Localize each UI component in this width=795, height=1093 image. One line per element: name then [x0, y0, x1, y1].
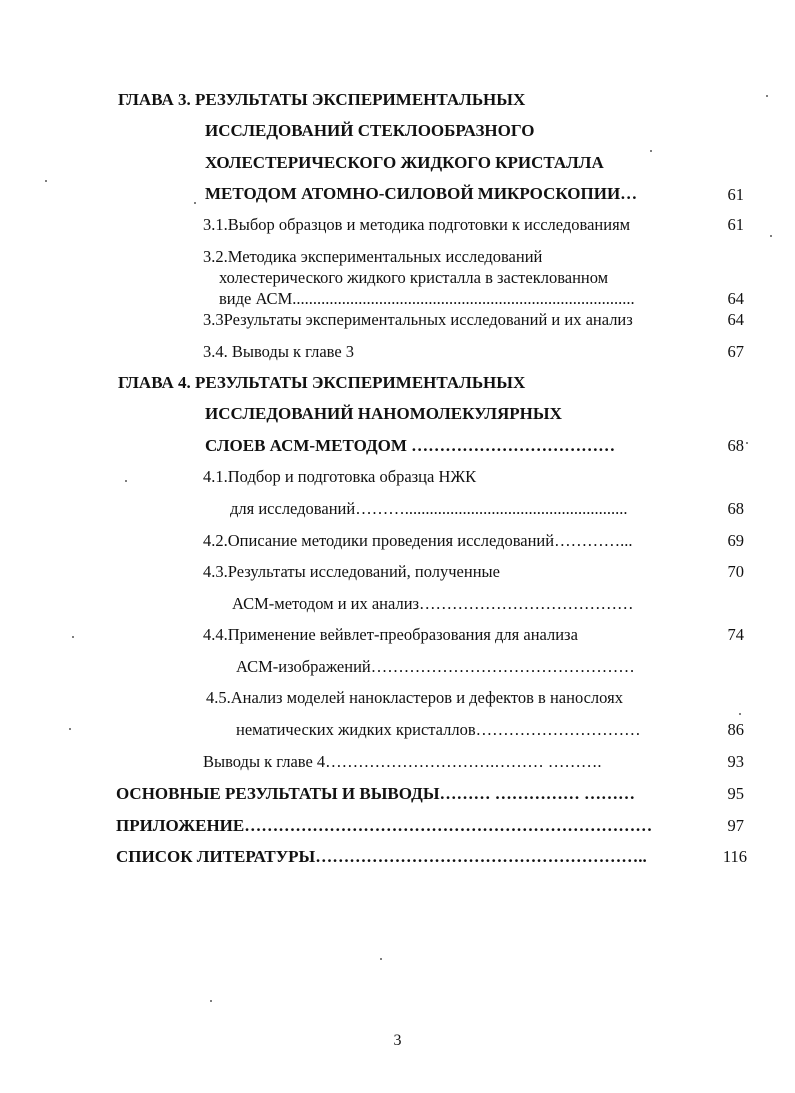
scan-speck — [210, 1000, 212, 1002]
section-3-2-line-3: виде АСМ................................................................................... — [219, 289, 635, 308]
results-page: 95 — [727, 784, 744, 803]
section-4-5-line-1: 4.5.Анализ моделей нанокластеров и дефектов в нанослоях — [206, 688, 623, 707]
results-heading: ОСНОВНЫЕ РЕЗУЛЬТАТЫ И ВЫВОДЫ……… …………… ……… — [116, 784, 636, 803]
scan-speck — [770, 235, 772, 237]
section-4-4-line-2: АСМ-изображений………………………………………… — [236, 657, 635, 676]
chapter-4-title-line-3: СЛОЕВ АСМ-МЕТОДОМ ……………………………… — [205, 436, 616, 455]
section-3-2-line-2: холестерического жидкого кристалла в застеклованном — [219, 268, 609, 287]
section-4-2-page: 69 — [727, 531, 744, 550]
section-4-3-line-2: АСМ-методом и их анализ………………………………… — [232, 594, 634, 613]
section-4-5-line-2: нематических жидких кристаллов………………………… — [236, 720, 641, 739]
section-3-1-page: 61 — [727, 215, 744, 234]
scan-speck — [69, 728, 71, 730]
references-page: 116 — [722, 847, 747, 866]
section-4-conclusions: Выводы к главе 4………………………….……… ………. — [203, 752, 602, 771]
scan-speck — [746, 442, 748, 444]
section-3-2-line-1: 3.2.Методика экспериментальных исследований — [203, 247, 543, 266]
section-3-2-page: 64 — [727, 289, 744, 308]
section-3-3: 3.3Результаты экспериментальных исследований и их анализ — [203, 310, 633, 329]
chapter-3-title-line-3: ХОЛЕСТЕРИЧЕСКОГО ЖИДКОГО КРИСТАЛЛА — [205, 153, 604, 172]
chapter-4-title-line-1: ГЛАВА 4. РЕЗУЛЬТАТЫ ЭКСПЕРИМЕНТАЛЬНЫХ — [118, 373, 526, 392]
section-3-1: 3.1.Выбор образцов и методика подготовки к исследованиям — [203, 215, 631, 234]
appendix-page: 97 — [727, 816, 744, 835]
scan-speck — [650, 150, 652, 152]
scan-speck — [194, 202, 196, 204]
section-4-1-line-2: для исследований………...................................................... — [230, 499, 628, 518]
scan-speck — [766, 95, 768, 97]
scan-speck — [125, 480, 127, 482]
page-number: 3 — [393, 1032, 402, 1049]
scan-speck — [45, 180, 47, 182]
section-3-3-page: 64 — [727, 310, 744, 329]
section-3-4-page: 67 — [727, 342, 744, 361]
chapter-3-title-line-1: ГЛАВА 3. РЕЗУЛЬТАТЫ ЭКСПЕРИМЕНТАЛЬНЫХ — [118, 90, 526, 109]
scan-speck — [380, 958, 382, 960]
section-4-conclusions-page: 93 — [727, 752, 744, 771]
chapter-4-page: 68 — [727, 436, 744, 455]
chapter-3-title-line-4: МЕТОДОМ АТОМНО-СИЛОВОЙ МИКРОСКОПИИ… — [205, 184, 638, 203]
section-4-1-line-1: 4.1.Подбор и подготовка образца НЖК — [203, 467, 477, 486]
appendix-heading: ПРИЛОЖЕНИЕ……………………………………………………………… — [116, 816, 653, 835]
section-4-5-page: 86 — [727, 720, 744, 739]
section-4-3-line-1: 4.3.Результаты исследований, полученные — [203, 562, 500, 581]
scan-speck — [72, 636, 74, 638]
chapter-4-title-line-2: ИССЛЕДОВАНИЙ НАНОМОЛЕКУЛЯРНЫХ — [205, 404, 562, 423]
chapter-3-title-line-2: ИССЛЕДОВАНИЙ СТЕКЛООБРАЗНОГО — [205, 121, 535, 140]
scan-speck — [739, 713, 741, 715]
section-4-4-line-1: 4.4.Применение вейвлет-преобразования для анализа — [203, 625, 578, 644]
section-4-1-page: 68 — [727, 499, 744, 518]
references-heading: СПИСОК ЛИТЕРАТУРЫ………………………………………………….. — [116, 847, 647, 866]
chapter-3-page: 61 — [727, 185, 744, 204]
section-3-4: 3.4. Выводы к главе 3 — [203, 342, 355, 361]
section-4-2: 4.2.Описание методики проведения исследований…………... — [203, 531, 633, 550]
section-4-4-page: 74 — [727, 625, 744, 644]
section-4-3-page: 70 — [727, 562, 744, 581]
